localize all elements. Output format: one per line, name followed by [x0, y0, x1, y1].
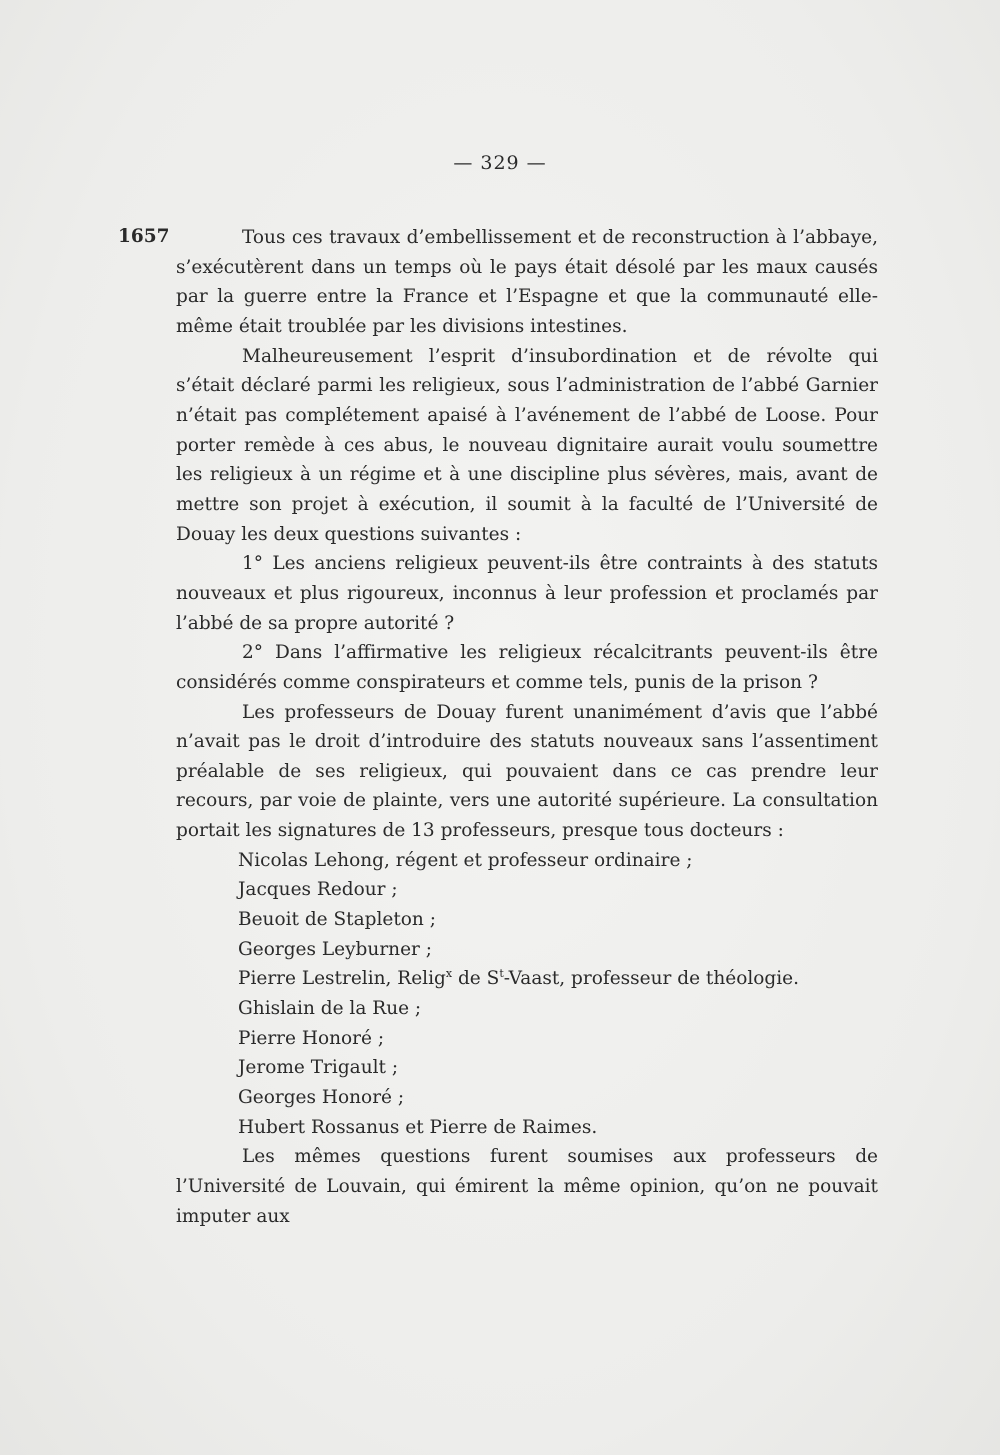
signatory-lestrelin	[176, 964, 878, 994]
signatory-text: Pierre Lestrelin, Relig	[238, 968, 446, 990]
question-1: 1° Les anciens religieux peuvent-ils être contraints à des statuts nouveaux et plus rigoureux, inconnus à leur profession et proclamés par l’abbé de sa propre autorité ?	[176, 553, 878, 634]
signatory: Georges Leyburner ;	[238, 938, 432, 960]
question-2: 2° Dans l’affirmative les religieux récalcitrants peuvent-ils être considérés comme conspirateurs et comme tels, punis de la prison ?	[176, 642, 878, 693]
signatory: Jacques Redour ;	[238, 879, 398, 901]
signatory: Hubert Rossanus et Pierre de Raimes.	[238, 1116, 598, 1138]
page-number: — 329 —	[453, 152, 547, 174]
paragraph: Malheureusement l’esprit d’insubordination et de révolte qui s’était déclaré parmi les religieux, sous l’administration de l’abbé Garnier n’était pas complétement apaisé à l’avénement de l’abbé de Loose. Pour porter remède à ces abus, le nouveau dignitaire aurait voulu soumettre les religieux à un régime et à une discipline plus sévères, mais, avant de mettre son projet à exécution, il soumit à la faculté de l’Université de Douay les deux questions suivantes :	[176, 345, 878, 545]
signatory: Ghislain de la Rue ;	[238, 998, 422, 1020]
signatory: Nicolas Lehong, régent et professeur ordinaire ;	[238, 849, 693, 871]
paragraph: Tous ces travaux d’embellissement et de reconstruction à l’abbaye, s’exécutèrent dans un temps où le pays était désolé par les maux causés par la guerre entre la France et l’Espagne et que la communauté elle-même était troublée par les divisions intestines.	[176, 227, 878, 337]
margin-year: 1657	[118, 226, 170, 247]
signatory: Beuoit de Stapleton ;	[238, 909, 436, 931]
body-text	[176, 223, 878, 1231]
signatory-text: -Vaast, professeur de théologie.	[503, 968, 799, 990]
superscript: x	[445, 967, 453, 981]
superscript: t	[499, 967, 504, 981]
paragraph: Les professeurs de Douay furent unanimément d’avis que l’abbé n’avait pas le droit d’introduire des statuts nouveaux sans l’assentiment préalable de ses religieux, qui pouvaient dans ce cas prendre leur recours, par voie de plainte, vers une autorité supérieure. La consultation portait les signatures de 13 professeurs, presque tous docteurs :	[176, 701, 878, 842]
signatory-text: de S	[452, 968, 500, 990]
signatory: Jerome Trigault ;	[238, 1057, 399, 1079]
closing-paragraph: Les mêmes questions furent soumises aux professeurs de l’Université de Louvain, qui émirent la même opinion, qu’on ne pouvait imputer aux	[176, 1146, 878, 1227]
signatory: Pierre Honoré ;	[238, 1027, 385, 1049]
signatory: Georges Honoré ;	[238, 1087, 405, 1109]
